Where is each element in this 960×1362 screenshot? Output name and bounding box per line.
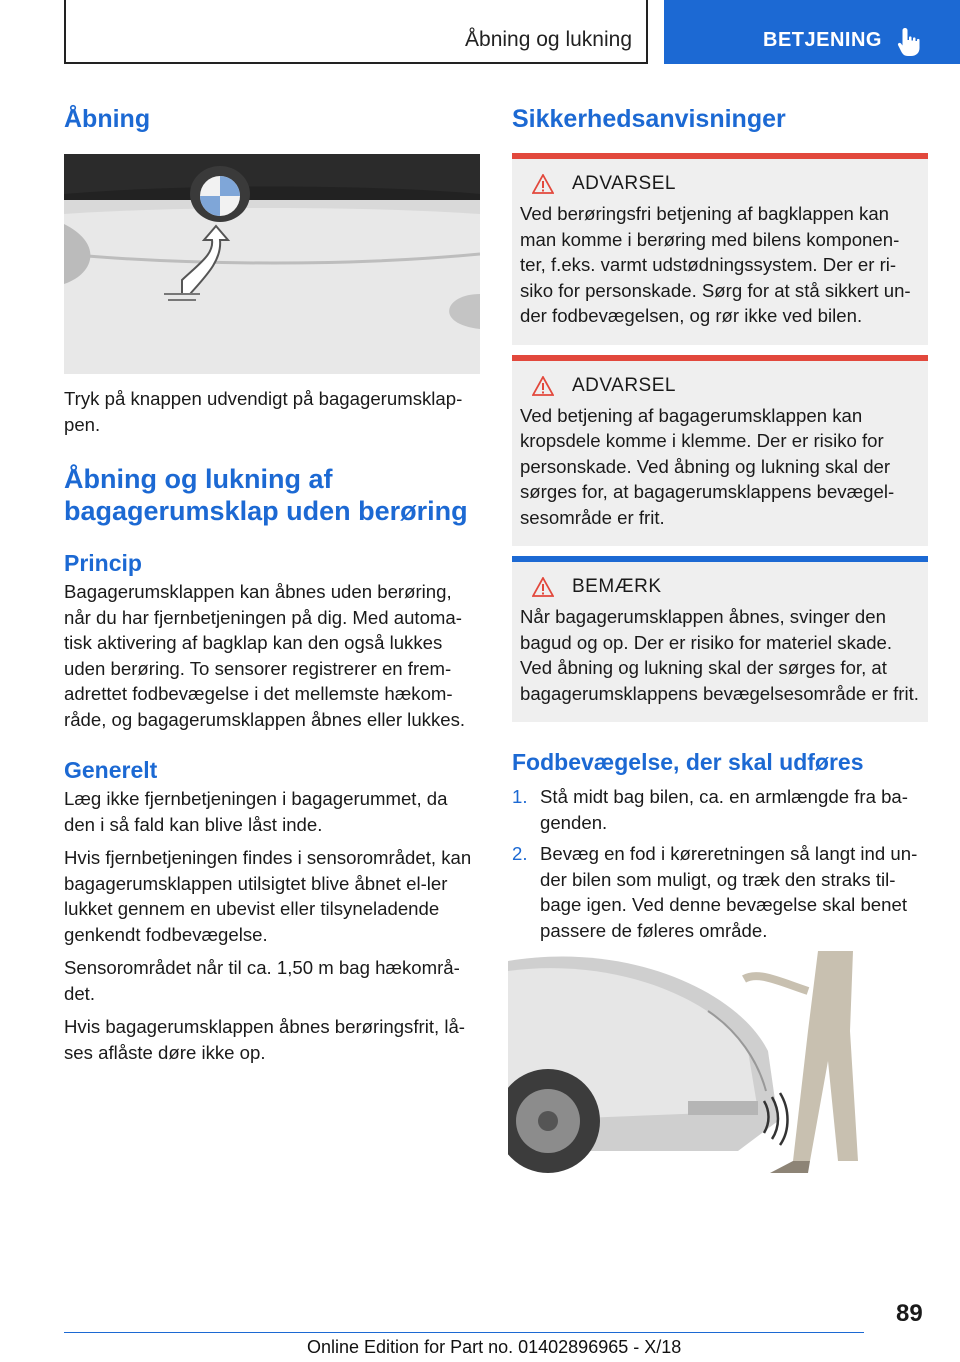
chapter-tab[interactable]: [664, 0, 960, 64]
step-item: [512, 841, 928, 943]
heading-main: Åbning og lukning af bagagerumsklap uden berøring: [64, 464, 468, 526]
principle-text: Bagagerumsklappen kan åbnes uden berøring, når du har fjernbetjeningen på dig. Med automa-tisk aktivering af bagklap kan den også lukkes uden berøring. To sensorer registrerer en frem-adrettet fodbevægelse i det mellemste hækom-råde, og bagagerumsklappen åbnes eller lukkes.: [64, 581, 466, 730]
left-column: [64, 96, 480, 1065]
step-number: 2.: [512, 843, 528, 864]
warning-triangle-icon: [532, 174, 554, 194]
chapter-title: BETJENING: [763, 29, 882, 51]
warning-text: Ved betjening af bagagerumsklappen kan kropsdele komme i klemme. Der er risiko for personskade. Ved åbning og lukning skal der sørges for, at bagagerumsklappens bevægel-sesområde er frit.: [520, 404, 895, 528]
general-paragraph: Hvis bagagerumsklappen åbnes berøringsfrit, lå-ses aflåste døre ikke op.: [64, 1016, 465, 1063]
step-item: [512, 784, 928, 835]
heading-opening: Åbning: [64, 105, 151, 133]
heading-foot-movement: Fodbevægelse, der skal udføres: [512, 749, 864, 775]
right-column: [512, 96, 928, 1173]
foot-movement-illustration: [508, 951, 864, 1173]
warning-text: Ved berøringsfri betjening af bagklappen kan man komme i berøring med bilens komponen-ter, f.eks. varmt udstødningssystem. Der er ri-siko for personskade. Sørg for at stå sikkert un-der fodbevægelsen, og rør ikke ved bilen.: [520, 203, 911, 326]
general-paragraph: Hvis fjernbetjeningen findes i sensorområdet, kan bagagerumsklappen utilsigtet blive åbnet el-ler lukket gennem en ubevist eller tilsyneladende genkendt fodbevægelse.: [64, 847, 472, 945]
note-text: Når bagagerumsklappen åbnes, svinger den bagud og op. Der er risiko for materiel skade. Ved åbning og lukning skal der sørges for, at bagagerumsklappens bevægelsesområde er frit.: [520, 606, 919, 704]
step-number: 1.: [512, 786, 528, 807]
edition-footer: Online Edition for Part no. 01402896965 - X/18: [307, 1337, 682, 1357]
step-list: [512, 784, 928, 943]
note-label: BEMÆRK: [572, 576, 662, 597]
caption-opening: Tryk på knappen udvendigt på bagagerumsklap-pen.: [64, 388, 463, 435]
heading-general: Generelt: [64, 757, 158, 783]
general-paragraph: Sensorområdet når til ca. 1,50 m bag hækområ-det.: [64, 957, 460, 1004]
warning-label: ADVARSEL: [572, 173, 676, 194]
note-triangle-icon: [532, 577, 554, 597]
foot-movement-graphic: [508, 951, 864, 1173]
trunk-button-illustration: [64, 154, 480, 374]
step-text: Stå midt bag bilen, ca. en armlængde fra ba-genden.: [540, 786, 908, 833]
footer-divider: [64, 1332, 864, 1333]
heading-principle: Princip: [64, 550, 142, 576]
page-number: 89: [896, 1300, 923, 1327]
trunk-illustration-graphic: [64, 154, 480, 374]
step-text: Bevæg en fod i køreretningen så langt ind un-der bilen som muligt, og træk den straks til-bage igen. Ved denne bevægelse skal benet passere de føleres område.: [540, 843, 918, 941]
warning-label: ADVARSEL: [572, 374, 676, 396]
hand-pointer-icon: [896, 26, 924, 58]
warning-box: [512, 355, 928, 547]
heading-safety: Sikkerhedsanvisninger: [512, 105, 786, 133]
header-section-box: [64, 0, 648, 64]
note-box: [512, 556, 928, 722]
section-title: Åbning og lukning: [465, 28, 632, 51]
warning-box: [512, 153, 928, 345]
warning-triangle-icon: [532, 376, 554, 396]
general-paragraph: Læg ikke fjernbetjeningen i bagagerummet, da den i så fald kan blive låst inde.: [64, 788, 448, 835]
